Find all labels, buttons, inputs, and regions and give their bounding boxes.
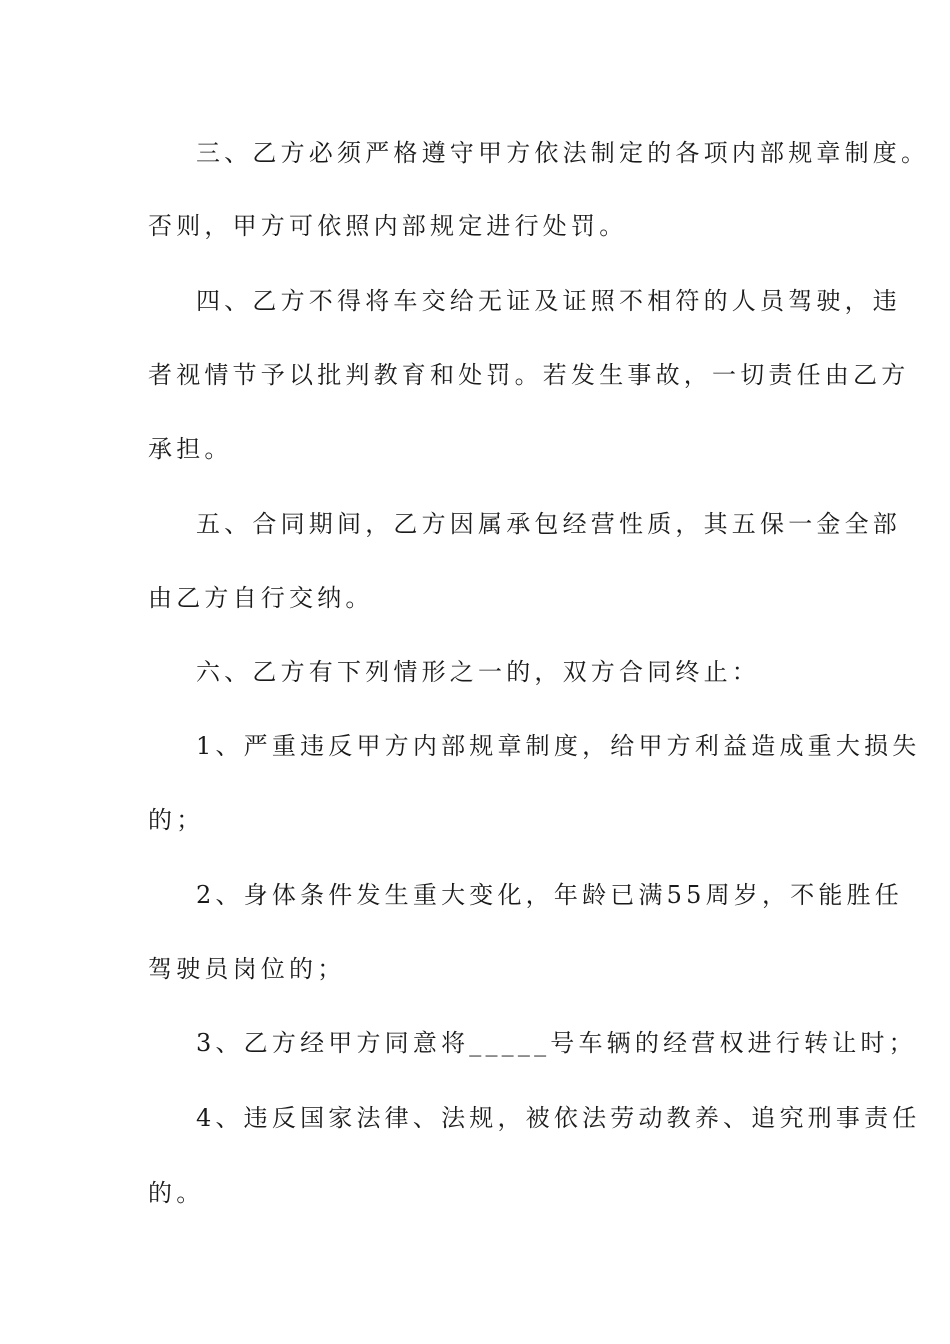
paragraph-4-line-3: 承担。 bbox=[148, 435, 233, 463]
paragraph-4-line-1: 四、乙方不得将车交给无证及证照不相符的人员驾驶，违 bbox=[196, 287, 901, 315]
item-3-line-1: 3、乙方经甲方同意将_____号车辆的经营权进行转让时； bbox=[196, 1029, 917, 1057]
paragraph-4-line-2: 者视情节予以批判教育和处罚。若发生事故，一切责任由乙方 bbox=[148, 361, 910, 389]
item-1-line-2: 的； bbox=[148, 806, 205, 834]
item-4-line-1: 4、违反国家法律、法规，被依法劳动教养、追究刑事责任 bbox=[196, 1104, 921, 1132]
paragraph-6-heading: 六、乙方有下列情形之一的，双方合同终止： bbox=[196, 658, 760, 686]
paragraph-3-line-2: 否则，甲方可依照内部规定进行处罚。 bbox=[148, 212, 628, 240]
paragraph-5-line-2: 由乙方自行交纳。 bbox=[148, 584, 374, 612]
paragraph-5-line-1: 五、合同期间，乙方因属承包经营性质，其五保一金全部 bbox=[196, 510, 901, 538]
item-1-line-1: 1、严重违反甲方内部规章制度，给甲方利益造成重大损失 bbox=[196, 732, 921, 760]
item-2-line-2: 驾驶员岗位的； bbox=[148, 955, 346, 983]
paragraph-3-line-1: 三、乙方必须严格遵守甲方依法制定的各项内部规章制度。 bbox=[196, 139, 930, 167]
item-4-line-2: 的。 bbox=[148, 1179, 205, 1207]
item-2-line-1: 2、身体条件发生重大变化，年龄已满55周岁，不能胜任 bbox=[196, 881, 904, 909]
